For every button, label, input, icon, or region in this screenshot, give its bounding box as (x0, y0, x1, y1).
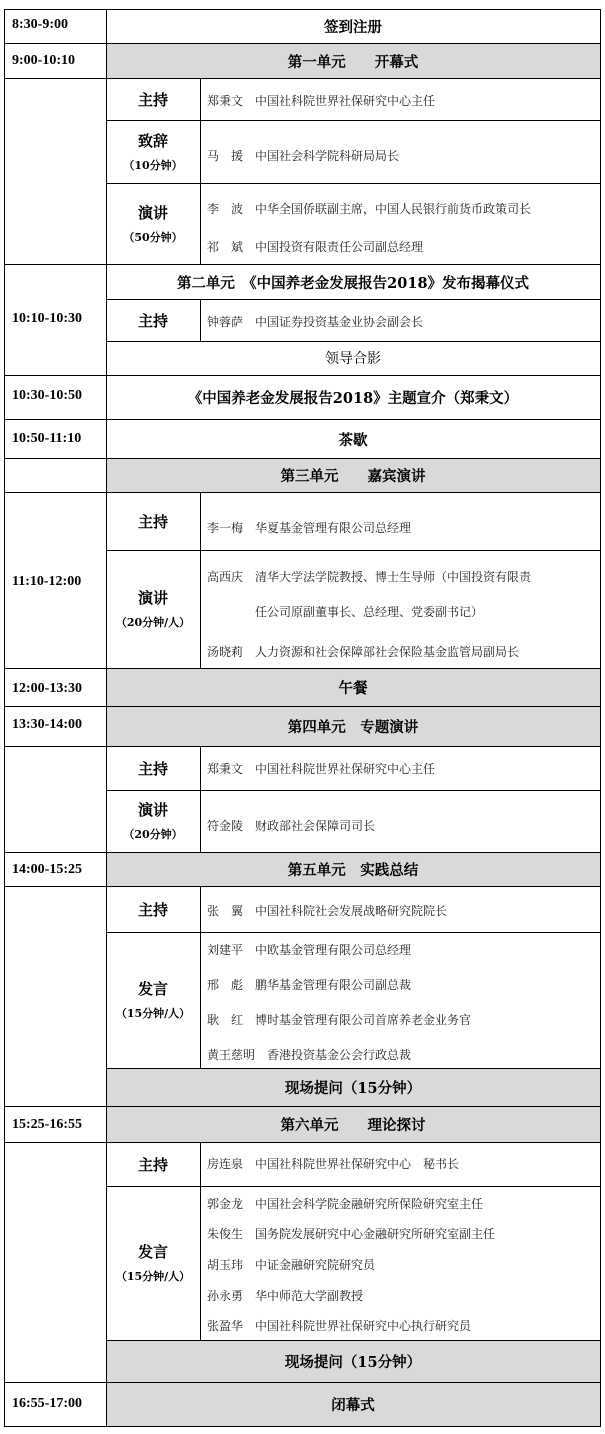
speaker-line: 马 援 中国社会科学院科研局局长 (207, 149, 400, 163)
row-divider (106, 790, 601, 791)
role-label: 演讲 (137, 589, 168, 607)
row-divider (106, 492, 601, 493)
role-label: 演讲 (137, 203, 168, 222)
section-title: 第五单元 实践总结 (287, 862, 419, 879)
row-divider (106, 1340, 601, 1341)
row-divider (106, 120, 601, 121)
speaker-line: 邢 彪 鹏华基金管理有限公司副总裁 (207, 978, 412, 992)
time-slot: 10:30-10:50 (12, 388, 82, 403)
time-slot: 13:30-14:00 (12, 717, 82, 732)
role-label: 致辞 (137, 131, 168, 150)
row-divider (106, 183, 601, 184)
speaker-line: 张 翼 中国社科院社会发展战略研究院院长 (207, 904, 448, 918)
section-footer: 现场提问（15分钟） (284, 1354, 422, 1371)
section-title: 第二单元 《中国养老金发展报告2018》发布揭幕仪式 (176, 274, 530, 292)
role-label: 演讲 (137, 801, 168, 819)
section-footer: 现场提问（15分钟） (284, 1080, 422, 1097)
speaker-line: 李 波 中华全国侨联副主席，中国人民银行前货币政策司长 (207, 202, 532, 216)
row-divider (4, 43, 107, 44)
column-divider (200, 932, 201, 1069)
section-title: 第三单元 嘉宾演讲 (280, 468, 426, 485)
row-divider (106, 1068, 601, 1069)
row-divider (4, 1106, 107, 1107)
row-divider (106, 78, 601, 79)
section-footer: 领导合影 (325, 351, 381, 367)
row-divider (4, 375, 107, 376)
speaker-line: 刘建平 中欧基金管理有限公司总经理 (207, 943, 412, 957)
time-slot: 11:10-12:00 (12, 574, 82, 589)
role-label: 主持 (137, 760, 168, 778)
time-slot: 8:30-9:00 (12, 17, 68, 32)
time-slot: 10:10-10:30 (12, 311, 82, 326)
duration-label: （10分钟） (123, 158, 183, 172)
column-divider (200, 299, 201, 342)
role-label: 主持 (137, 91, 168, 109)
duration-label: （20分钟/人） (115, 616, 191, 629)
speaker-line: 钟蓉萨 中国证券投资基金业协会副会长 (207, 315, 424, 329)
duration-label: （20分钟） (123, 828, 183, 841)
column-divider (4, 9, 5, 1427)
time-slot: 10:50-11:10 (12, 431, 82, 446)
speaker-line: 朱俊生 国务院发展研究中心金融研究所研究室副主任 (207, 1227, 496, 1241)
speaker-line: 符金陵 财政部社会保障司司长 (207, 819, 376, 833)
section-title: 签到注册 (324, 19, 382, 36)
row-divider (106, 932, 601, 933)
row-divider (4, 9, 601, 10)
column-divider (200, 746, 201, 791)
column-divider (200, 78, 201, 121)
section-title: 第四单元 专题演讲 (287, 719, 419, 736)
duration-label: （50分钟） (123, 230, 183, 244)
column-divider (106, 9, 107, 1427)
row-divider (4, 886, 107, 887)
speaker-line: 汤晓莉 人力资源和社会保障部社会保险基金监管局副局长 (207, 645, 520, 659)
speaker-line: 胡玉玮 中证金融研究院研究员 (207, 1258, 376, 1272)
column-divider (200, 550, 201, 669)
column-divider (200, 120, 201, 184)
speaker-line: 黄王慈明 香港投资基金公会行政总裁 (207, 1048, 412, 1062)
column-divider (200, 886, 201, 933)
speaker-line: 郭金龙 中国社会科学院金融研究所保险研究室主任 (207, 1197, 484, 1211)
duration-label: （15分钟/人） (115, 1270, 191, 1283)
duration-label: （15分钟/人） (115, 1007, 191, 1020)
speaker-line: 郑秉文 中国社科院世界社保研究中心主任 (207, 94, 436, 108)
section-title: 第六单元 理论探讨 (280, 1117, 426, 1134)
time-slot: 12:00-13:30 (12, 681, 82, 696)
row-divider (106, 886, 601, 887)
section-title: 第一单元 开幕式 (287, 53, 419, 71)
role-label: 主持 (137, 901, 168, 919)
row-divider (106, 299, 601, 300)
speaker-line: 郑秉文 中国社科院世界社保研究中心主任 (207, 762, 436, 776)
section-title: 《中国养老金发展报告2018》主题宣介（郑秉文） (187, 390, 519, 407)
role-label: 发言 (137, 980, 168, 998)
column-divider (200, 1142, 201, 1187)
time-slot: 14:00-15:25 (12, 862, 82, 877)
row-divider (4, 706, 107, 707)
row-divider (4, 492, 107, 493)
time-slot: 16:55-17:00 (12, 1396, 82, 1411)
section-title: 午餐 (338, 680, 368, 697)
column-divider (200, 492, 201, 551)
time-slot: 9:00-10:10 (12, 53, 75, 68)
row-divider (106, 1142, 601, 1143)
row-divider (4, 746, 107, 747)
speaker-line: 任公司原副董事长、总经理、党委副书记） (207, 605, 484, 619)
speaker-line: 李一梅 华夏基金管理有限公司总经理 (207, 521, 412, 535)
column-divider (200, 1186, 201, 1341)
row-divider (4, 264, 601, 265)
speaker-line: 祁 斌 中国投资有限责任公司副总经理 (207, 240, 424, 254)
speaker-line: 张盈华 中国社科院世界社保研究中心执行研究员 (207, 1319, 472, 1333)
speaker-line: 房连泉 中国社科院世界社保研究中心 秘书长 (207, 1157, 460, 1171)
column-divider (600, 9, 601, 1427)
role-label: 主持 (137, 1156, 168, 1174)
row-divider (106, 746, 601, 747)
role-label: 主持 (137, 513, 168, 531)
row-divider (4, 668, 107, 669)
row-divider (4, 419, 601, 420)
row-divider (4, 1426, 107, 1427)
row-divider (106, 550, 601, 551)
row-divider (106, 1186, 601, 1187)
row-divider (4, 458, 601, 459)
section-title: 茶歇 (338, 431, 368, 449)
column-divider (200, 790, 201, 853)
row-divider (4, 852, 107, 853)
speaker-line: 耿 红 博时基金管理有限公司首席养老金业务官 (207, 1013, 472, 1027)
role-label: 主持 (137, 312, 168, 330)
speaker-line: 高西庆 清华大学法学院教授、博士生导师（中国投资有限责 (207, 570, 532, 584)
role-label: 发言 (137, 1243, 168, 1261)
column-divider (200, 183, 201, 265)
speaker-line: 孙永勇 华中师范大学副教授 (207, 1289, 364, 1303)
row-divider (4, 1382, 107, 1383)
time-slot: 15:25-16:55 (12, 1117, 82, 1132)
row-divider (106, 341, 601, 342)
row-divider (4, 1142, 107, 1143)
section-title: 闭幕式 (331, 1397, 375, 1414)
row-divider (4, 78, 107, 79)
